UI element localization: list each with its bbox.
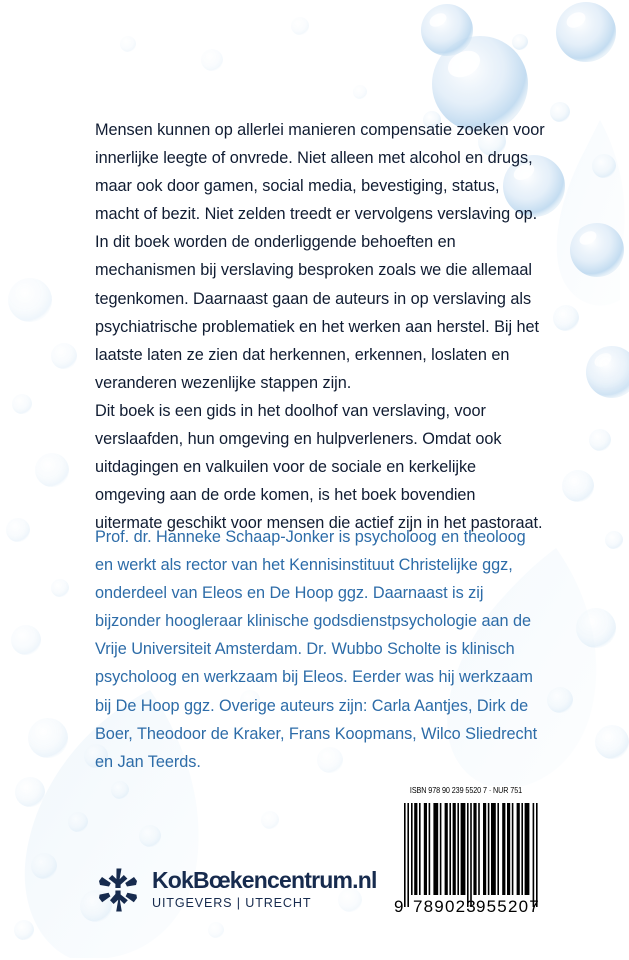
blurb-paragraph: Mensen kunnen op allerlei manieren compensatie zoeken voor innerlijke leegte of onvrede. Niet alleen met alcohol en drugs, maar ook door gamen, social media, bevestiging, status, macht of bezit. Niet zelden treedt er vervolgens verslaving op. [95,121,545,224]
blurb-text [95,116,547,537]
ean-right-group: 955207 [476,897,540,916]
blurb-paragraph: In dit boek worden de onderliggende behoeften en mechanismen bij verslaving besproken zoals we die allemaal tegenkomen. Daarnaast gaan de auteurs in op verslaving als psychiatrische problematiek en het werken aan herstel. Bij het laatste laten ze zien dat herkennen, erkennen, loslaten en veranderen wezenlijke stappen zijn. [95,233,539,392]
author-bio-paragraph: Prof. dr. Hanneke Schaap-Jonker is psycholoog en theoloog en werkt als rector van het Kennisinstituut Christelijke ggz, onderdeel van Eleos en De Hoop ggz. Daarnaast is zij bijzonder hoogleraar klinische godsdienstpsychologie aan de Vrije Universiteit Amsterdam. Dr. Wubbo Scholte is klinisch psycholoog en werkzaam bij Eleos. Eerder was hij werkzaam bij De Hoop ggz. Overige auteurs zijn: Carla Aantjes, Dirk de Boer, Theodoor de Kraker, Frans Koopmans, Wilco Sliedrecht en Jan Teerds. [95,528,538,771]
author-bio-text [95,523,547,776]
asterisk-star-icon [96,866,140,914]
publisher-tagline: UITGEVERS | UTRECHT [152,895,312,910]
publisher-name: KokBœkencentrum.nl [152,867,377,894]
publisher-logo [96,866,377,914]
ean-left-digit: 9 [394,897,404,916]
blurb-paragraph: Dit boek is een gids in het doolhof van verslaving, voor verslaafden, hun omgeving en hulpverleners. Omdat ook uitdagingen en valkuilen voor de sociale en kerkelijke omgeving aan de orde komen, is het boek bovendien uitermate geschikt voor mensen die actief zijn in het pastoraat. [95,401,543,533]
ean13-barcode-icon [387,799,545,917]
ean-left-group: 789023 [413,897,477,916]
publisher-logo-text [152,869,377,910]
barcode-block [385,786,547,917]
isbn-nur-line: ISBN 978 90 239 5520 7 · NUR 751 [409,786,523,795]
